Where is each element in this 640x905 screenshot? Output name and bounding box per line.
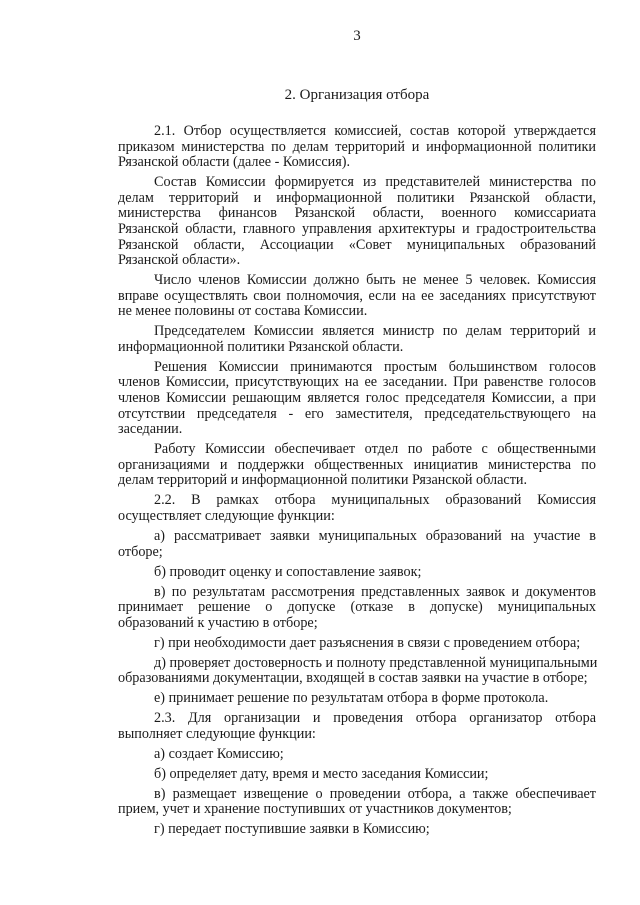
paragraph bbox=[118, 656, 596, 687]
paragraph bbox=[118, 324, 596, 355]
paragraph-line: осуществляет следующие функции: bbox=[118, 508, 335, 524]
paragraph-line: Состав Комиссии формируется из представителей министерства по bbox=[154, 174, 596, 191]
paragraph-line: Рязанской области». bbox=[118, 252, 241, 269]
page-number: 3 bbox=[353, 28, 361, 44]
paragraph bbox=[118, 822, 596, 838]
paragraph bbox=[118, 747, 596, 763]
section-title: 2. Организация отбора bbox=[284, 87, 430, 103]
paragraph-line: Решения Комиссии принимаются простым большинством голосов bbox=[154, 358, 596, 375]
paragraph-line: 2.2. В рамках отбора муниципальных образований Комиссия bbox=[154, 492, 596, 509]
paragraph bbox=[118, 787, 596, 818]
paragraph-line: информационной политики Рязанской области. bbox=[118, 338, 404, 355]
paragraph-line: заседании. bbox=[118, 421, 183, 438]
paragraph-line: прием, учет и хранение поступивших от участников документов; bbox=[118, 801, 512, 818]
paragraph-line: министерства финансов Рязанской области, военного комиссариата bbox=[118, 205, 596, 222]
paragraph-line: б) определяет дату, время и место заседания Комиссии; bbox=[154, 765, 489, 782]
paragraph-line: б) проводит оценку и сопоставление заявок; bbox=[154, 563, 422, 580]
paragraph-line: вправе осуществлять свои полномочия, если на ее заседаниях присутствуют bbox=[118, 287, 596, 304]
paragraph bbox=[118, 767, 596, 783]
paragraph-line: г) передает поступившие заявки в Комиссию; bbox=[154, 821, 430, 838]
paragraph-line: Рязанской области, главного управления архитектуры и градостроительства bbox=[118, 220, 596, 237]
paragraph-line: г) при необходимости дает разъяснения в связи с проведением отбора; bbox=[154, 634, 581, 651]
paragraph bbox=[118, 273, 596, 320]
paragraph bbox=[118, 493, 596, 524]
paragraph-line: а) рассматривает заявки муниципальных образований на участие в bbox=[154, 527, 596, 544]
paragraph-line: образований к участию в отборе; bbox=[118, 614, 318, 631]
paragraph bbox=[118, 529, 596, 560]
paragraph-line: Работу Комиссии обеспечивает отдел по работе с общественными bbox=[154, 441, 596, 458]
paragraph-line: принимает решение о допуске (отказе в допуске) муниципальных bbox=[118, 599, 596, 616]
document-body bbox=[118, 124, 596, 838]
paragraph-line: Рязанской области, Ассоциации «Совет муниципальных образований bbox=[118, 236, 596, 253]
paragraph-line: е) принимает решение по результатам отбора в форме протокола. bbox=[154, 690, 549, 707]
paragraph bbox=[118, 711, 596, 742]
paragraph-line: 2.1. Отбор осуществляется комиссией, состав которой утверждается bbox=[154, 123, 596, 139]
paragraph-line: а) создает Комиссию; bbox=[154, 745, 284, 762]
paragraph bbox=[118, 442, 596, 489]
paragraph-line: д) проверяет достоверность и полноту представленной муниципальными bbox=[154, 654, 598, 671]
paragraph-line: отборе; bbox=[118, 543, 163, 560]
paragraph-line: в) по результатам рассмотрения представленных заявок и документов bbox=[154, 583, 596, 600]
paragraph bbox=[118, 360, 596, 438]
paragraph-line: не менее половины от состава Комиссии. bbox=[118, 303, 368, 320]
paragraph bbox=[118, 124, 596, 171]
paragraph bbox=[118, 636, 596, 652]
paragraph-line: Рязанской области (далее - Комиссия). bbox=[118, 154, 351, 171]
paragraph-line: Председателем Комиссии является министр по делам территорий и bbox=[154, 323, 596, 340]
paragraph-line: выполняет следующие функции: bbox=[118, 725, 316, 742]
paragraph bbox=[118, 691, 596, 707]
paragraph-line: в) размещает извещение о проведении отбора, а также обеспечивает bbox=[154, 785, 596, 802]
paragraph bbox=[118, 175, 596, 269]
paragraph-line: отсутствии председателя - его заместителя, председательствующего на bbox=[118, 405, 596, 422]
paragraph-line: организациями и поддержки общественных инициатив министерства по bbox=[118, 456, 596, 473]
paragraph bbox=[118, 585, 596, 632]
paragraph-line: 2.3. Для организации и проведения отбора организатор отбора bbox=[154, 710, 596, 727]
paragraph-line: приказом министерства по делам территорий и информационной политики bbox=[118, 138, 596, 155]
paragraph bbox=[118, 565, 596, 581]
paragraph-line: членов Комиссии решающим является голос председателя Комиссии, а при bbox=[118, 390, 596, 407]
paragraph-line: членов Комиссии, присутствующих на ее заседании. При равенстве голосов bbox=[118, 374, 596, 391]
paragraph-line: образованиями документации, входящей в состав заявки на участие в отборе; bbox=[118, 670, 588, 687]
paragraph-line: делам территорий и информационной политики Рязанской области. bbox=[118, 472, 528, 489]
paragraph-line: делам территорий и информационной политики Рязанской области, bbox=[118, 189, 596, 206]
paragraph-line: Число членов Комиссии должно быть не менее 5 человек. Комиссия bbox=[154, 272, 596, 289]
